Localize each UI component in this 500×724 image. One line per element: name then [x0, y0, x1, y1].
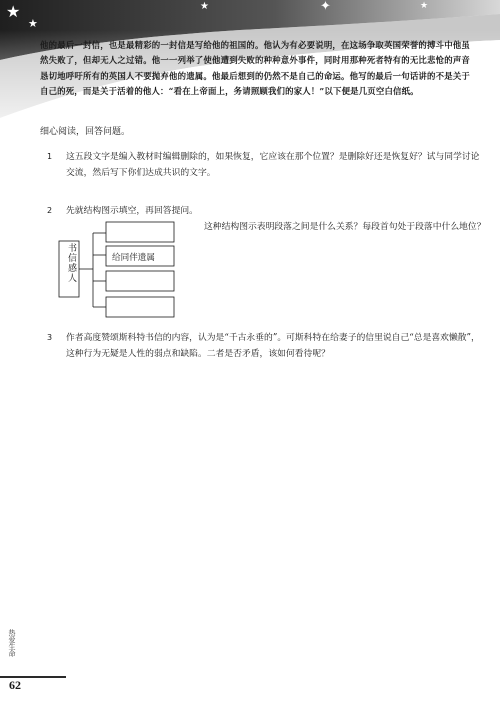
star-icon: ✦ — [320, 0, 331, 14]
page-number: 62 — [9, 678, 21, 692]
question-3 — [40, 330, 480, 362]
question-text: 作者高度赞颂斯科特书信的内容，认为是“千古永垂的”。可斯科特在给妻子的信里说自己“总是喜欢懒散”，这种行为无疑是人性的弱点和缺陷。二者是否矛盾，该如何看待呢？ — [66, 333, 480, 359]
diagram-root-label: 书信感人 — [66, 243, 76, 283]
structure-diagram — [58, 218, 188, 323]
star-icon: ★ — [6, 2, 21, 21]
question-text: 先就结构图示填空，再回答提问。 — [66, 206, 198, 216]
diagram-blank-box — [106, 271, 174, 291]
question-number: 1 — [47, 152, 53, 161]
star-icon: ★ — [420, 1, 429, 11]
question-2 — [40, 203, 480, 219]
question-number: 3 — [47, 333, 53, 342]
diagram-lines — [58, 218, 188, 323]
diagram-question: 这种结构图示表明段落之间是什么关系？每段首句处于段落中什么地位？ — [204, 222, 486, 232]
diagram-blank-box — [106, 297, 174, 317]
unit-label: 热爱生命 — [8, 629, 16, 657]
star-icon: ★ — [28, 17, 38, 30]
diagram-box-label: 给同伴遗属 — [112, 253, 155, 263]
question-text: 这五段文字是编入教材时编辑删除的，如果恢复，它应该在那个位置？是删除好还是恢复好？试与同学讨论交流，然后写下你们达成共识的文字。 — [66, 152, 480, 178]
diagram-blank-box — [106, 222, 174, 242]
question-number: 2 — [47, 206, 53, 215]
star-icon: ★ — [200, 1, 209, 12]
passage-text: 他的最后一封信，也是最精彩的一封信是写给他的祖国的。他认为有必要说明，在这场争取英国荣誉的搏斗中他虽然失败了，但却无人之过错。他一一列举了使他遭到失败的种种意外事件，同时用那种死者特有的无比悲怆的声音恳切地呼吁所有的英国人不要抛弃他的遗属。他最后想到的仍然不是自己的命运。他写的最后一句话讲的不是关于自己的死，而是关于活着的他人：“看在上帝面上，务请照顾我们的家人！”以下便是几页空白信纸。 — [40, 40, 470, 97]
question-1 — [40, 149, 480, 181]
instructions: 细心阅读，回答问题。 — [40, 127, 131, 137]
